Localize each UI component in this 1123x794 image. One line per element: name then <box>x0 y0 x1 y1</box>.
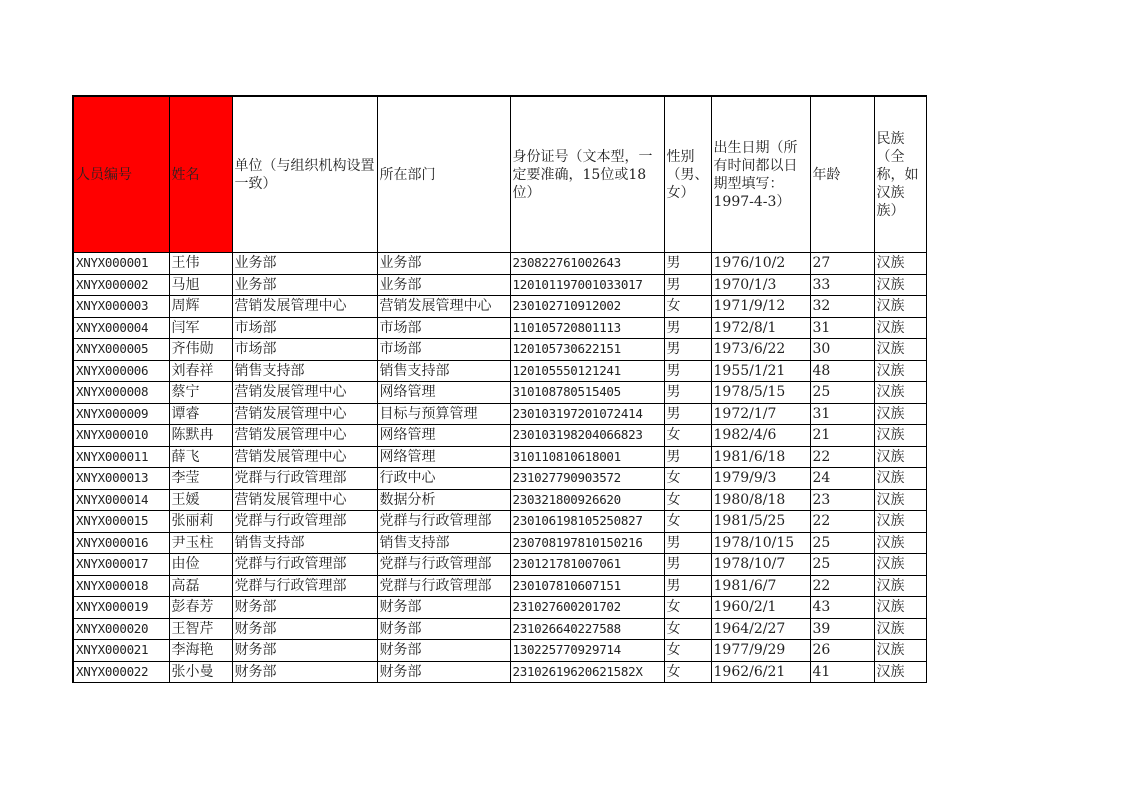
table-row <box>73 253 926 275</box>
age-cell[interactable]: 22 <box>810 511 874 533</box>
age-cell[interactable]: 22 <box>810 575 874 597</box>
ethnicity-cell[interactable]: 汉族 <box>874 403 926 425</box>
id-number-cell[interactable]: 130225770929714 <box>510 640 664 662</box>
table-row <box>73 425 926 447</box>
age-cell[interactable]: 24 <box>810 468 874 490</box>
gender-cell[interactable]: 女 <box>664 425 711 447</box>
birth-date-cell[interactable]: 1981/6/18 <box>711 446 810 468</box>
employee-id-cell[interactable]: XNYX000005 <box>73 339 169 361</box>
id-number-cell[interactable]: 230107810607151 <box>510 575 664 597</box>
ethnicity-cell[interactable]: 汉族 <box>874 575 926 597</box>
gender-cell[interactable]: 男 <box>664 253 711 275</box>
id-number-cell[interactable]: 310110810618001 <box>510 446 664 468</box>
employee-id-cell[interactable]: XNYX000004 <box>73 317 169 339</box>
employee-id-cell[interactable]: XNYX000013 <box>73 468 169 490</box>
ethnicity-cell[interactable]: 汉族 <box>874 468 926 490</box>
age-cell[interactable]: 22 <box>810 446 874 468</box>
id-number-cell[interactable]: 231027790903572 <box>510 468 664 490</box>
name-cell[interactable]: 彭春芳 <box>169 597 232 619</box>
ethnicity-cell[interactable]: 汉族 <box>874 489 926 511</box>
employee-id-cell[interactable]: XNYX000001 <box>73 253 169 275</box>
name-cell[interactable]: 闫军 <box>169 317 232 339</box>
unit-cell[interactable]: 市场部 <box>232 317 377 339</box>
age-cell[interactable]: 41 <box>810 661 874 683</box>
table-row <box>73 446 926 468</box>
name-cell[interactable]: 王伟 <box>169 253 232 275</box>
department-cell[interactable]: 市场部 <box>377 339 510 361</box>
id-number-cell[interactable]: 230106198105250827 <box>510 511 664 533</box>
table-row <box>73 575 926 597</box>
employee-table <box>72 95 927 683</box>
gender-cell[interactable]: 女 <box>664 511 711 533</box>
birth-date-cell[interactable]: 1981/6/7 <box>711 575 810 597</box>
unit-cell[interactable]: 业务部 <box>232 253 377 275</box>
unit-cell[interactable]: 党群与行政管理部 <box>232 575 377 597</box>
table-row <box>73 274 926 296</box>
age-cell[interactable]: 23 <box>810 489 874 511</box>
age-cell[interactable]: 31 <box>810 403 874 425</box>
department-cell[interactable]: 营销发展管理中心 <box>377 296 510 318</box>
birth-date-cell[interactable]: 1971/9/12 <box>711 296 810 318</box>
name-cell[interactable]: 高磊 <box>169 575 232 597</box>
name-cell[interactable]: 由俭 <box>169 554 232 576</box>
ethnicity-cell[interactable]: 汉族 <box>874 339 926 361</box>
department-cell[interactable]: 党群与行政管理部 <box>377 554 510 576</box>
birth-date-cell[interactable]: 1962/6/21 <box>711 661 810 683</box>
name-cell[interactable]: 谭睿 <box>169 403 232 425</box>
gender-cell[interactable]: 男 <box>664 575 711 597</box>
id-number-cell[interactable]: 230102710912002 <box>510 296 664 318</box>
age-cell[interactable]: 25 <box>810 532 874 554</box>
department-cell[interactable]: 网络管理 <box>377 382 510 404</box>
unit-cell[interactable]: 财务部 <box>232 618 377 640</box>
gender-cell[interactable]: 女 <box>664 618 711 640</box>
unit-cell[interactable]: 党群与行政管理部 <box>232 511 377 533</box>
ethnicity-cell[interactable]: 汉族 <box>874 511 926 533</box>
ethnicity-cell[interactable]: 汉族 <box>874 640 926 662</box>
gender-cell[interactable]: 女 <box>664 489 711 511</box>
birth-date-cell[interactable]: 1964/2/27 <box>711 618 810 640</box>
department-cell[interactable]: 数据分析 <box>377 489 510 511</box>
employee-id-cell[interactable]: XNYX000018 <box>73 575 169 597</box>
employee-id-cell[interactable]: XNYX000011 <box>73 446 169 468</box>
name-cell[interactable]: 薛飞 <box>169 446 232 468</box>
department-cell[interactable]: 财务部 <box>377 661 510 683</box>
birth-date-cell[interactable]: 1977/9/29 <box>711 640 810 662</box>
header-id-number[interactable]: 身份证号（文本型，一定要准确，15位或18位） <box>510 96 664 253</box>
ethnicity-cell[interactable]: 汉族 <box>874 425 926 447</box>
department-cell[interactable]: 网络管理 <box>377 425 510 447</box>
table-row <box>73 403 926 425</box>
birth-date-cell[interactable]: 1981/5/25 <box>711 511 810 533</box>
gender-cell[interactable]: 女 <box>664 597 711 619</box>
id-number-cell[interactable]: 231026640227588 <box>510 618 664 640</box>
header-gender[interactable]: 性别（男、女） <box>664 96 711 253</box>
department-cell[interactable]: 目标与预算管理 <box>377 403 510 425</box>
id-number-cell[interactable]: 230103197201072414 <box>510 403 664 425</box>
table-row <box>73 511 926 533</box>
birth-date-cell[interactable]: 1976/10/2 <box>711 253 810 275</box>
header-age[interactable]: 年龄 <box>810 96 874 253</box>
department-cell[interactable]: 党群与行政管理部 <box>377 511 510 533</box>
employee-id-cell[interactable]: XNYX000002 <box>73 274 169 296</box>
age-cell[interactable]: 48 <box>810 360 874 382</box>
table-row <box>73 661 926 683</box>
employee-id-cell[interactable]: XNYX000017 <box>73 554 169 576</box>
id-number-cell[interactable]: 230103198204066823 <box>510 425 664 447</box>
table-row <box>73 360 926 382</box>
unit-cell[interactable]: 财务部 <box>232 640 377 662</box>
birth-date-cell[interactable]: 1970/1/3 <box>711 274 810 296</box>
employee-id-cell[interactable]: XNYX000019 <box>73 597 169 619</box>
table-row <box>73 339 926 361</box>
table-row <box>73 468 926 490</box>
header-department[interactable]: 所在部门 <box>377 96 510 253</box>
header-row <box>73 96 926 253</box>
table-row <box>73 532 926 554</box>
employee-id-cell[interactable]: XNYX000010 <box>73 425 169 447</box>
ethnicity-cell[interactable]: 汉族 <box>874 446 926 468</box>
name-cell[interactable]: 张小曼 <box>169 661 232 683</box>
birth-date-cell[interactable]: 1973/6/22 <box>711 339 810 361</box>
department-cell[interactable]: 财务部 <box>377 640 510 662</box>
unit-cell[interactable]: 营销发展管理中心 <box>232 382 377 404</box>
ethnicity-cell[interactable]: 汉族 <box>874 382 926 404</box>
name-cell[interactable]: 齐伟勋 <box>169 339 232 361</box>
header-unit[interactable]: 单位（与组织机构设置一致） <box>232 96 377 253</box>
gender-cell[interactable]: 女 <box>664 468 711 490</box>
employee-id-cell[interactable]: XNYX000016 <box>73 532 169 554</box>
name-cell[interactable]: 尹玉柱 <box>169 532 232 554</box>
department-cell[interactable]: 财务部 <box>377 618 510 640</box>
birth-date-cell[interactable]: 1972/1/7 <box>711 403 810 425</box>
gender-cell[interactable]: 男 <box>664 446 711 468</box>
employee-id-cell[interactable]: XNYX000022 <box>73 661 169 683</box>
birth-date-cell[interactable]: 1979/9/3 <box>711 468 810 490</box>
gender-cell[interactable]: 男 <box>664 360 711 382</box>
department-cell[interactable]: 销售支持部 <box>377 532 510 554</box>
unit-cell[interactable]: 营销发展管理中心 <box>232 403 377 425</box>
id-number-cell[interactable]: 230321800926620 <box>510 489 664 511</box>
birth-date-cell[interactable]: 1960/2/1 <box>711 597 810 619</box>
unit-cell[interactable]: 党群与行政管理部 <box>232 468 377 490</box>
gender-cell[interactable]: 男 <box>664 403 711 425</box>
ethnicity-cell[interactable]: 汉族 <box>874 274 926 296</box>
department-cell[interactable]: 市场部 <box>377 317 510 339</box>
name-cell[interactable]: 李莹 <box>169 468 232 490</box>
ethnicity-cell[interactable]: 汉族 <box>874 532 926 554</box>
header-employee-id[interactable]: 人员编号 <box>73 96 169 253</box>
department-cell[interactable]: 财务部 <box>377 597 510 619</box>
table-row <box>73 317 926 339</box>
gender-cell[interactable]: 女 <box>664 296 711 318</box>
age-cell[interactable]: 31 <box>810 317 874 339</box>
department-cell[interactable]: 业务部 <box>377 274 510 296</box>
employee-id-cell[interactable]: XNYX000003 <box>73 296 169 318</box>
age-cell[interactable]: 26 <box>810 640 874 662</box>
gender-cell[interactable]: 男 <box>664 382 711 404</box>
age-cell[interactable]: 27 <box>810 253 874 275</box>
department-cell[interactable]: 销售支持部 <box>377 360 510 382</box>
age-cell[interactable]: 32 <box>810 296 874 318</box>
gender-cell[interactable]: 男 <box>664 532 711 554</box>
table-row <box>73 640 926 662</box>
birth-date-cell[interactable]: 1982/4/6 <box>711 425 810 447</box>
ethnicity-cell[interactable]: 汉族 <box>874 661 926 683</box>
ethnicity-cell[interactable]: 汉族 <box>874 253 926 275</box>
ethnicity-cell[interactable]: 汉族 <box>874 597 926 619</box>
gender-cell[interactable]: 女 <box>664 661 711 683</box>
birth-date-cell[interactable]: 1978/10/7 <box>711 554 810 576</box>
table-row <box>73 296 926 318</box>
id-number-cell[interactable]: 230822761002643 <box>510 253 664 275</box>
name-cell[interactable]: 周辉 <box>169 296 232 318</box>
employee-id-cell[interactable]: XNYX000020 <box>73 618 169 640</box>
id-number-cell[interactable]: 231027600201702 <box>510 597 664 619</box>
ethnicity-cell[interactable]: 汉族 <box>874 360 926 382</box>
birth-date-cell[interactable]: 1972/8/1 <box>711 317 810 339</box>
birth-date-cell[interactable]: 1980/8/18 <box>711 489 810 511</box>
age-cell[interactable]: 33 <box>810 274 874 296</box>
employee-id-cell[interactable]: XNYX000021 <box>73 640 169 662</box>
name-cell[interactable]: 马旭 <box>169 274 232 296</box>
id-number-cell[interactable]: 120101197001033017 <box>510 274 664 296</box>
unit-cell[interactable]: 销售支持部 <box>232 532 377 554</box>
gender-cell[interactable]: 男 <box>664 554 711 576</box>
ethnicity-cell[interactable]: 汉族 <box>874 317 926 339</box>
ethnicity-cell[interactable]: 汉族 <box>874 618 926 640</box>
gender-cell[interactable]: 男 <box>664 339 711 361</box>
age-cell[interactable]: 25 <box>810 554 874 576</box>
employee-id-cell[interactable]: XNYX000008 <box>73 382 169 404</box>
department-cell[interactable]: 网络管理 <box>377 446 510 468</box>
gender-cell[interactable]: 男 <box>664 317 711 339</box>
id-number-cell[interactable]: 120105730622151 <box>510 339 664 361</box>
department-cell[interactable]: 党群与行政管理部 <box>377 575 510 597</box>
id-number-cell[interactable]: 230708197810150216 <box>510 532 664 554</box>
name-cell[interactable]: 张丽莉 <box>169 511 232 533</box>
employee-id-cell[interactable]: XNYX000014 <box>73 489 169 511</box>
gender-cell[interactable]: 女 <box>664 640 711 662</box>
table-row <box>73 489 926 511</box>
department-cell[interactable]: 业务部 <box>377 253 510 275</box>
unit-cell[interactable]: 营销发展管理中心 <box>232 296 377 318</box>
id-number-cell[interactable]: 310108780515405 <box>510 382 664 404</box>
id-number-cell[interactable]: 23102619620621582X <box>510 661 664 683</box>
unit-cell[interactable]: 营销发展管理中心 <box>232 489 377 511</box>
header-name[interactable]: 姓名 <box>169 96 232 253</box>
birth-date-cell[interactable]: 1978/5/15 <box>711 382 810 404</box>
unit-cell[interactable]: 营销发展管理中心 <box>232 446 377 468</box>
employee-id-cell[interactable]: XNYX000006 <box>73 360 169 382</box>
unit-cell[interactable]: 业务部 <box>232 274 377 296</box>
header-birth-date[interactable]: 出生日期（所有时间都以日期型填写：1997-4-3） <box>711 96 810 253</box>
unit-cell[interactable]: 财务部 <box>232 597 377 619</box>
name-cell[interactable]: 王媛 <box>169 489 232 511</box>
employee-id-cell[interactable]: XNYX000009 <box>73 403 169 425</box>
birth-date-cell[interactable]: 1978/10/15 <box>711 532 810 554</box>
unit-cell[interactable]: 销售支持部 <box>232 360 377 382</box>
header-ethnicity[interactable]: 民族（全称，如汉族族） <box>874 96 926 253</box>
unit-cell[interactable]: 党群与行政管理部 <box>232 554 377 576</box>
birth-date-cell[interactable]: 1955/1/21 <box>711 360 810 382</box>
age-cell[interactable]: 21 <box>810 425 874 447</box>
age-cell[interactable]: 43 <box>810 597 874 619</box>
table-row <box>73 382 926 404</box>
name-cell[interactable]: 蔡宁 <box>169 382 232 404</box>
id-number-cell[interactable]: 230121781007061 <box>510 554 664 576</box>
ethnicity-cell[interactable]: 汉族 <box>874 554 926 576</box>
id-number-cell[interactable]: 110105720801113 <box>510 317 664 339</box>
department-cell[interactable]: 行政中心 <box>377 468 510 490</box>
name-cell[interactable]: 刘春祥 <box>169 360 232 382</box>
age-cell[interactable]: 30 <box>810 339 874 361</box>
id-number-cell[interactable]: 120105550121241 <box>510 360 664 382</box>
name-cell[interactable]: 王智芹 <box>169 618 232 640</box>
ethnicity-cell[interactable]: 汉族 <box>874 296 926 318</box>
unit-cell[interactable]: 营销发展管理中心 <box>232 425 377 447</box>
age-cell[interactable]: 39 <box>810 618 874 640</box>
age-cell[interactable]: 25 <box>810 382 874 404</box>
table-row <box>73 597 926 619</box>
unit-cell[interactable]: 市场部 <box>232 339 377 361</box>
name-cell[interactable]: 李海艳 <box>169 640 232 662</box>
employee-id-cell[interactable]: XNYX000015 <box>73 511 169 533</box>
name-cell[interactable]: 陈默冉 <box>169 425 232 447</box>
table-row <box>73 554 926 576</box>
unit-cell[interactable]: 财务部 <box>232 661 377 683</box>
table-row <box>73 618 926 640</box>
gender-cell[interactable]: 男 <box>664 274 711 296</box>
